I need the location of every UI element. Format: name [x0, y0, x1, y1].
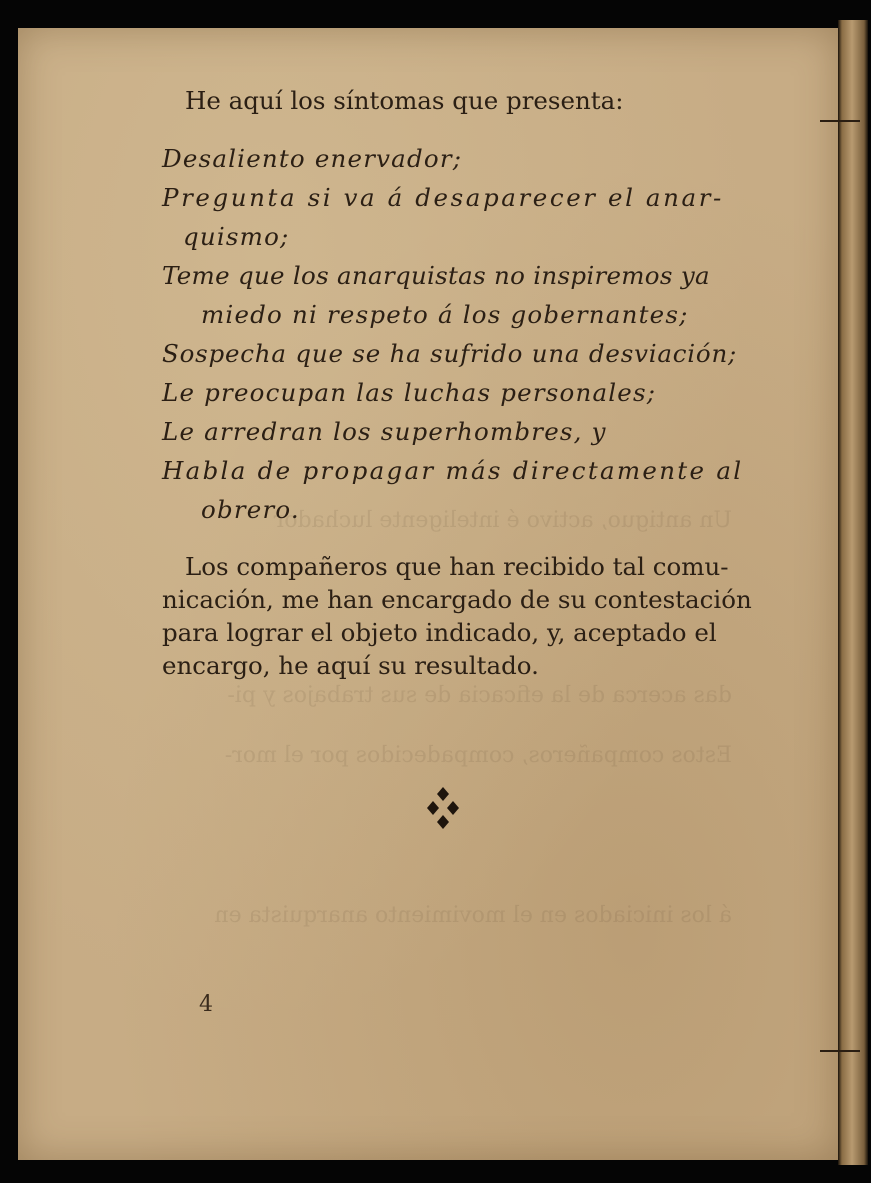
paragraph-line: Los compañeros que han recibido tal comu-: [185, 552, 729, 581]
bleed-through-text: Estos compañeros, compadecidos por el mor-: [224, 743, 732, 768]
symptom-line: obrero.: [201, 495, 300, 524]
symptom-line: Le preocupan las luchas personales;: [162, 378, 657, 407]
paragraph-line: nicación, me han encargado de su contestación: [162, 585, 752, 614]
symptom-line: Le arredran los superhombres, y: [162, 417, 607, 446]
bleed-through-text: á los iniciados en el movimiento anarquista en: [214, 903, 732, 928]
bleed-through-text: das acerca de la eficacia de sus trabajos y pi-: [227, 683, 732, 708]
page-number: 4: [199, 992, 213, 1017]
symptom-line: Pregunta si va á desaparecer el anar-: [162, 183, 724, 212]
symptom-line: quismo;: [183, 222, 290, 251]
symptom-line: Sospecha que se ha sufrido una desviación;: [162, 339, 738, 368]
paragraph-line: para lograr el objeto indicado, y, aceptado el: [162, 618, 717, 647]
bleed-through-text: Un antiguo, activo é inteligente luchador: [273, 508, 732, 533]
symptom-line: Teme que los anarquistas no inspiremos ya: [162, 261, 710, 290]
symptom-line: Desaliento enervador;: [162, 144, 463, 173]
intro-line: He aquí los síntomas que presenta:: [185, 86, 624, 115]
four-diamond-fleuron-icon: [423, 785, 463, 835]
symptom-line: miedo ni respeto á los gobernantes;: [201, 300, 689, 329]
paragraph-line: encargo, he aquí su resultado.: [162, 651, 539, 680]
symptom-line: Habla de propagar más directamente al: [162, 456, 744, 485]
